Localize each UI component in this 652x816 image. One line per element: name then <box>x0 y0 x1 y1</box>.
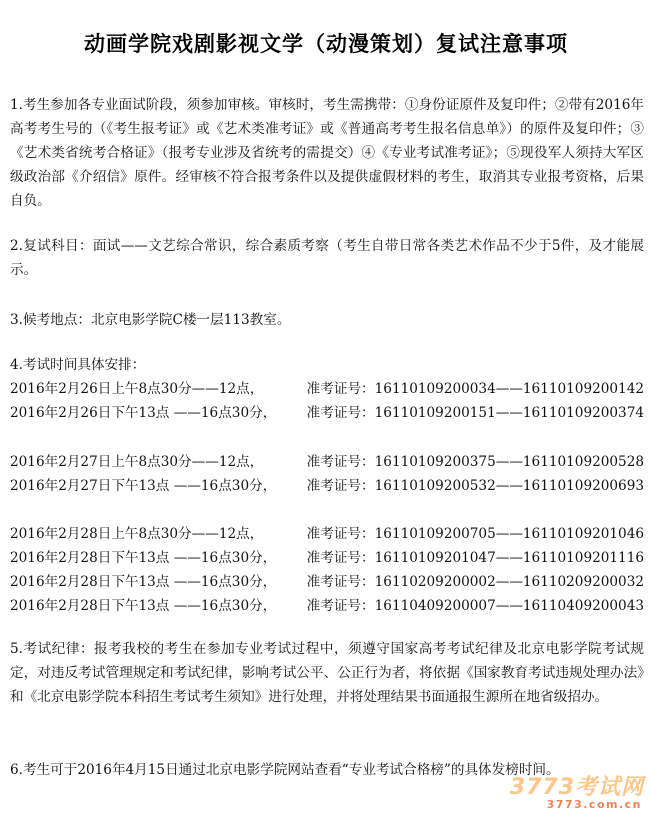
schedule-time: 2016年2月28日下午13点 ——16点30分， <box>10 598 277 614</box>
section-waiting-location: 3.候考地点：北京电影学院C楼一层113教室。 <box>10 312 291 328</box>
section-review-requirements: 1.考生参加各专业面试阶段，须参加审核。审核时，考生需携带：①身份证原件及复印件；②带有2016年高考考生号的（《考生报考证》或《艺术类准考证》或《普通高考考生报名信息单》）的原件及复印件；③《艺术类省统考合格证》（报考专业涉及省统考的需提交）④《专业考试准考证》；⑤现役军人须持大军区级政治部《介绍信》原件。经审核不符合报考条件以及提供虚假材料的考生，取消其专业报考资格，后果自负。 <box>10 97 644 209</box>
schedule-row <box>10 522 644 546</box>
schedule-ticket-range: 准考证号：16110109200375——16110109200528 <box>306 454 644 470</box>
schedule-time: 2016年2月27日下午13点 ——16点30分， <box>10 478 277 494</box>
schedule-time: 2016年2月26日上午8点30分——12点， <box>10 381 264 397</box>
schedule-row <box>10 570 644 594</box>
schedule-row <box>10 546 644 570</box>
schedule-ticket-range: 准考证号：16110409200007——16110409200043 <box>306 598 644 614</box>
schedule-ticket-range: 准考证号：16110109200705——16110109201046 <box>306 526 644 542</box>
schedule-ticket-range: 准考证号：16110109200151——16110109200374 <box>306 405 644 421</box>
page-title: 动画学院戏剧影视文学（动漫策划）复试注意事项 <box>84 32 568 56</box>
schedule-time: 2016年2月28日上午8点30分——12点， <box>10 526 264 542</box>
schedule-time: 2016年2月26日下午13点 ——16点30分， <box>10 405 277 421</box>
schedule-time: 2016年2月28日下午13点 ——16点30分， <box>10 574 277 590</box>
watermark-url: 3773.com.cn <box>546 798 642 811</box>
section-results-notice: 6.考生可于2016年4月15日通过北京电影学院网站查看“专业考试合格榜”的具体发榜时间。 <box>10 762 560 778</box>
schedule-ticket-range: 准考证号：16110209200002——16110209200032 <box>306 574 644 590</box>
section-exam-subjects: 2.复试科目：面试——文艺综合常识，综合素质考察（考生自带日常各类艺术作品不少于5件，及才能展示。 <box>10 238 644 278</box>
section-schedule-heading: 4.考试时间具体安排： <box>10 357 146 373</box>
schedule-ticket-range: 准考证号：16110109200532——16110109200693 <box>306 478 644 494</box>
schedule-row <box>10 594 644 618</box>
schedule-ticket-range: 准考证号：16110109201047——16110109201116 <box>306 550 644 566</box>
watermark-logo: 3773考试网 <box>509 775 644 800</box>
section-exam-discipline: 5.考试纪律：报考我校的考生在参加专业考试过程中，须遵守国家高考考试纪律及北京电影学院考试规定，对违反考试管理规定和考试纪律，影响考试公平、公正行为者，将依据《国家教育考试违规处理办法》和《北京电影学院本科招生考试考生须知》进行处理，并将处理结果书面通报生源所在地省级招办。 <box>10 641 644 705</box>
schedule-row <box>10 474 644 498</box>
schedule-row <box>10 401 644 425</box>
schedule-time: 2016年2月27日上午8点30分——12点， <box>10 454 264 470</box>
schedule-row <box>10 377 644 401</box>
schedule-time: 2016年2月28日下午13点 ——16点30分， <box>10 550 277 566</box>
schedule-row <box>10 450 644 474</box>
schedule-ticket-range: 准考证号：16110109200034——16110109200142 <box>306 381 644 397</box>
